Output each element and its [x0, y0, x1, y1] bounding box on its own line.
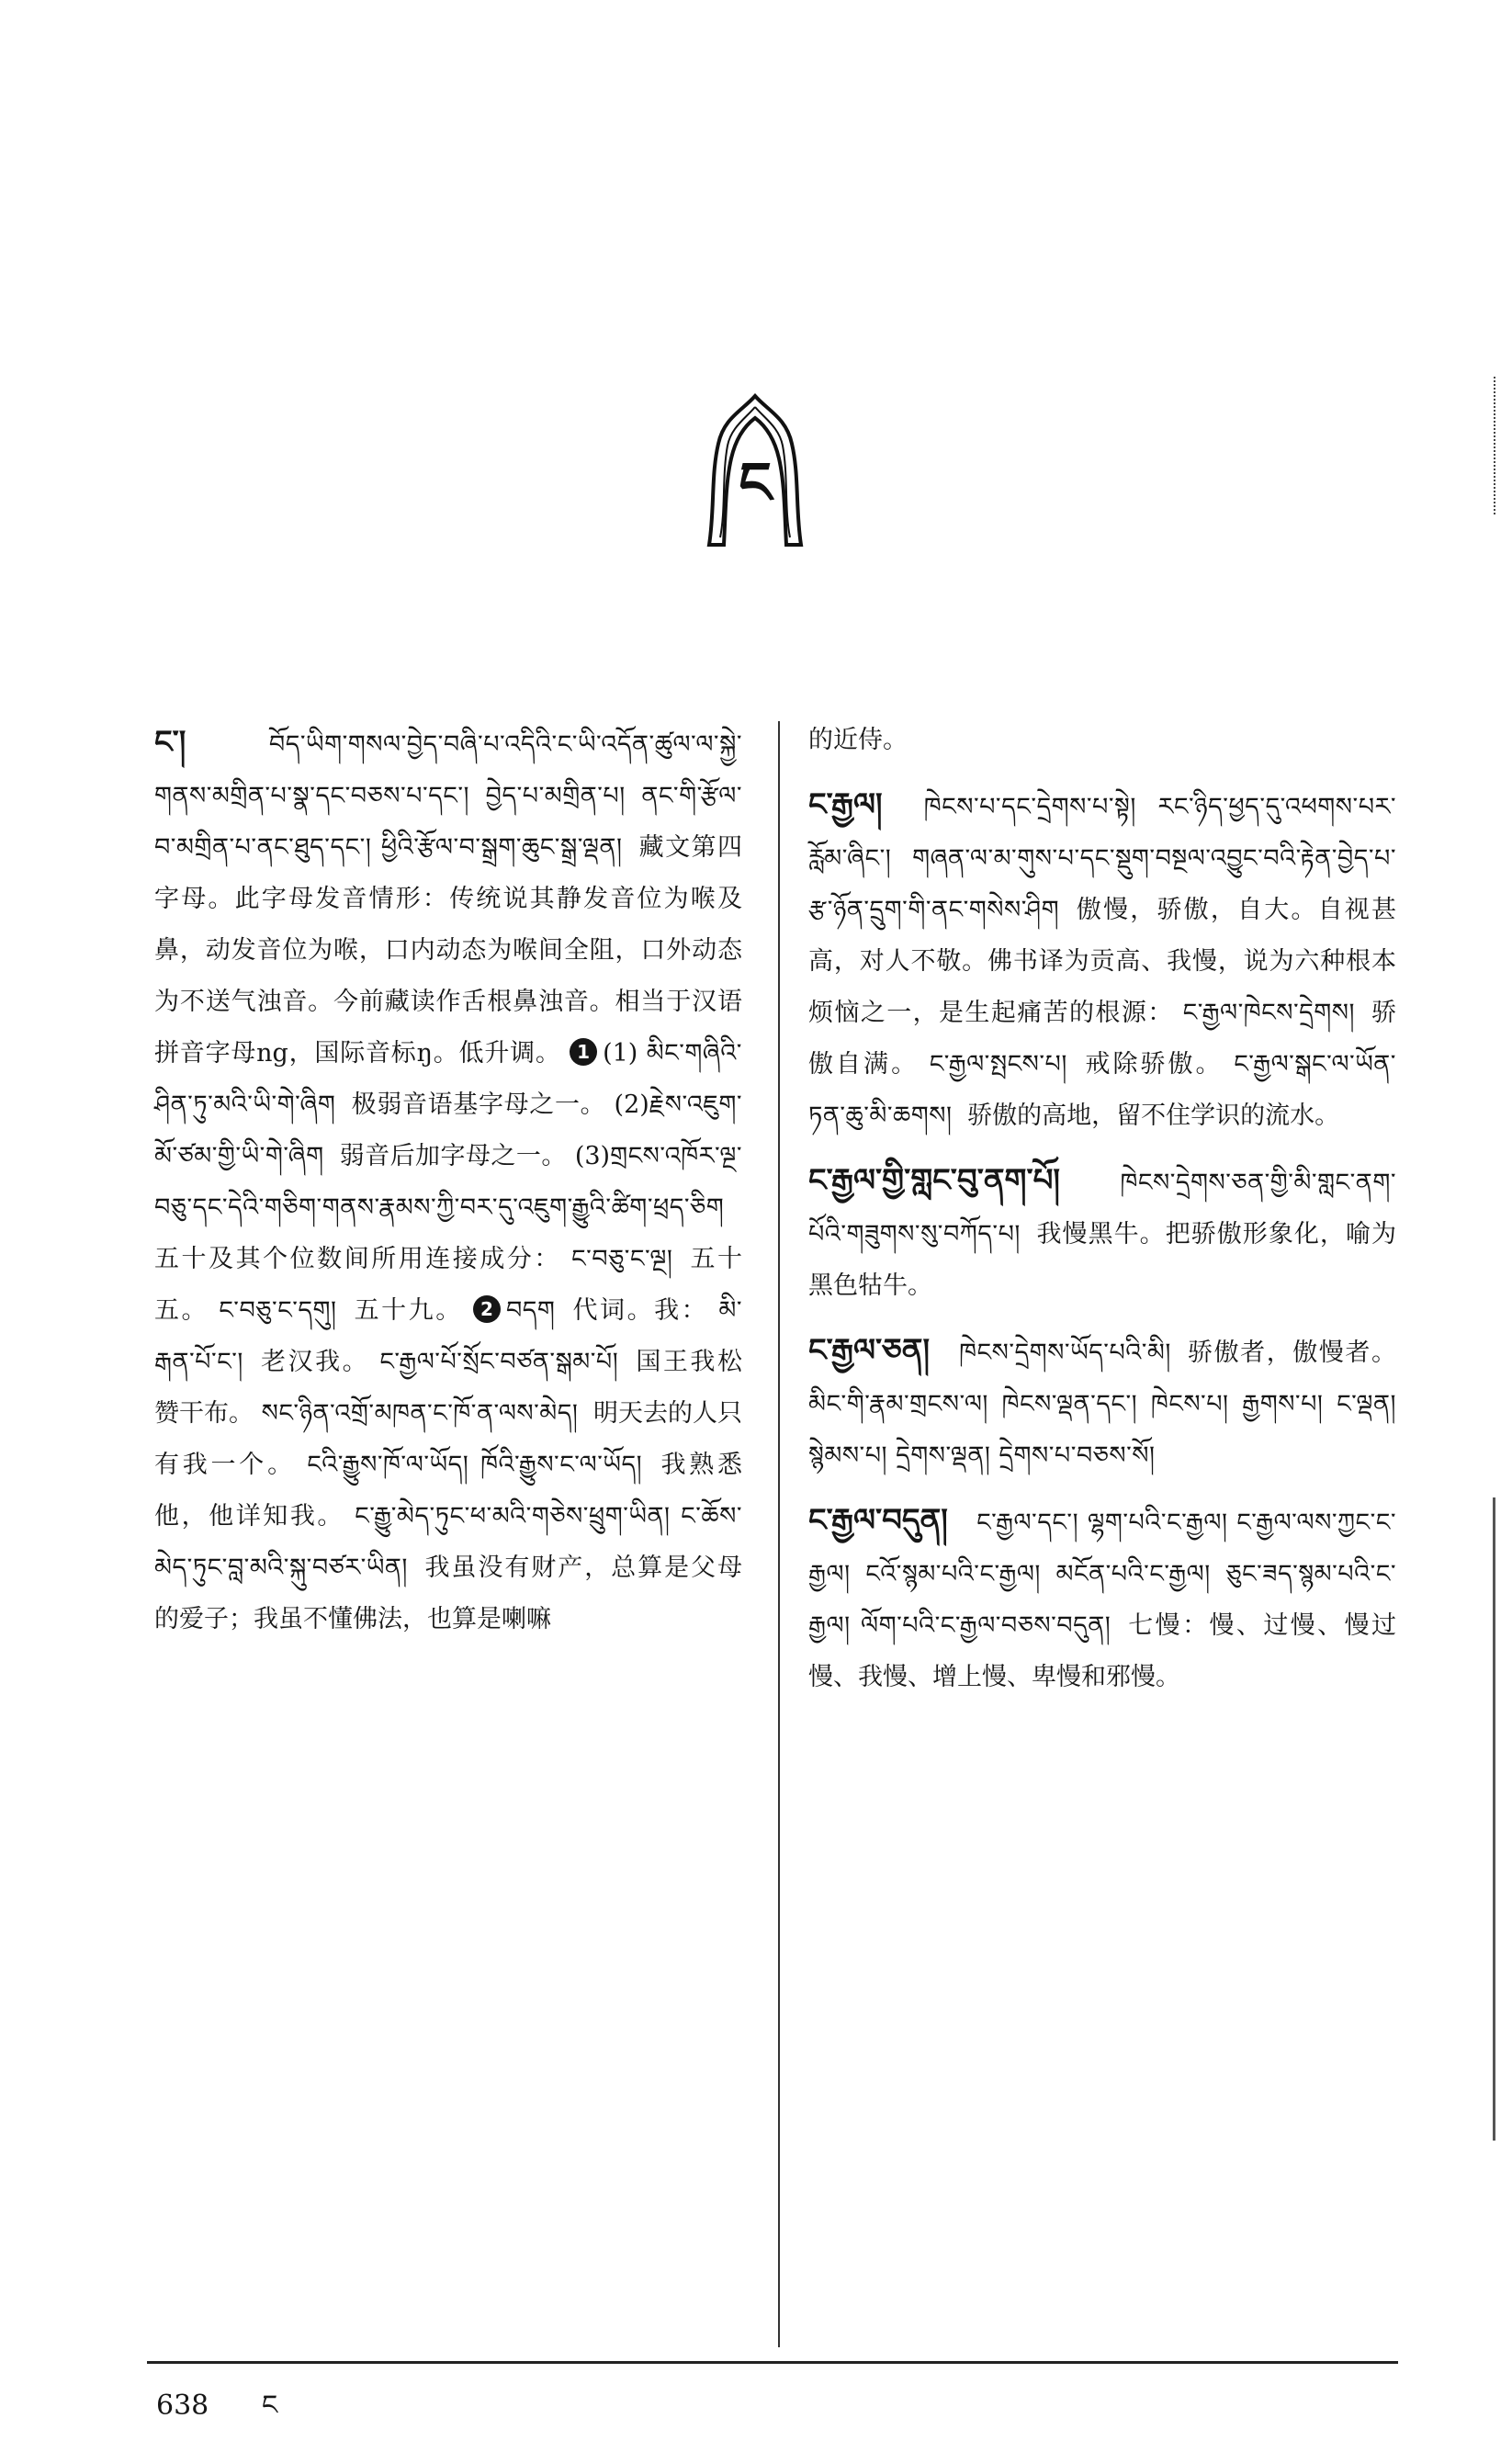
entry-headword: ང་།: [154, 724, 186, 761]
chinese-definition: 我慢黑牛。把骄傲形象化，喻为黑色牯牛。: [808, 1220, 1396, 1300]
example-tibetan: ང་རྒྱལ་པོ་སྲོང་བཙན་སྒམ་པོ།: [379, 1348, 619, 1376]
entry-ngargyal-bdun: [808, 1495, 1396, 1703]
section-letter: ང: [739, 449, 772, 516]
sub-sense-label: (1): [603, 1039, 638, 1068]
tibetan-definition: ང་རྒྱལ་དང་། ལྷག་པའི་ང་རྒྱལ། ང་རྒྱལ་ལས་ཀྱང་ང་རྒྱལ། ངའོ་སྙམ་པའི་ང་རྒྱལ། མངོན་པའི་ང་རྒྱལ། ཅུང་ཟད་སྙམ་པའི་ང་རྒྱལ། ལོག་པའི་ང་རྒྱལ་བཅས་བདུན།: [808, 1508, 1396, 1640]
sub-sense-label: (2): [614, 1090, 649, 1119]
sense-number-marker: 2: [473, 1295, 501, 1323]
tibetan-definition: བདག: [505, 1296, 556, 1325]
example-tibetan: སང་ཉིན་འགྲོ་མཁན་ང་ཁོ་ན་ལས་མེད།: [261, 1399, 579, 1428]
sense-number-marker: 1: [570, 1038, 597, 1066]
example-chinese: 戒除骄傲。: [1085, 1050, 1224, 1079]
chinese-definition: 的近侍。: [808, 726, 908, 754]
example-chinese: 我虽没有财产，总算是父母的爱子；我虽不懂佛法，也算是喇嘛: [154, 1554, 742, 1633]
example-chinese: 国王我松赞干布。: [154, 1348, 742, 1428]
column-divider: [778, 721, 780, 2347]
scan-edge-marks: [1494, 377, 1505, 514]
scan-edge-marks: [1493, 1497, 1505, 2141]
entry-ngargyal-can: [808, 1325, 1396, 1482]
example-chinese: 明天去的人只有我一个。: [154, 1399, 742, 1479]
chinese-definition: 骄傲者，傲慢者。: [1188, 1339, 1396, 1367]
chinese-definition: 五十及其个位数间所用连接成分：: [154, 1245, 561, 1273]
chinese-definition: 藏文第四字母。此字母发音情形：传统说其静发音位为喉及鼻，动发音位为喉，口内动态为喉间全阻，口外动态为不送气浊音。今前藏读作舌根鼻浊音。相当于汉语拼音字母ng，国际音标ŋ。低升调。: [154, 833, 743, 1068]
chinese-definition: 弱音后加字母之一。: [339, 1142, 567, 1170]
example-tibetan: ང་རྒྱལ་སྒང་ལ་ཡོན་ཏན་ཆུ་མི་ཆགས།: [808, 1050, 1396, 1130]
example-chinese: 五十九。: [354, 1296, 463, 1325]
example-chinese: 骄傲的高地，留不住学识的流水。: [967, 1102, 1340, 1130]
entry-headword: ང་རྒྱལ་བདུན།: [808, 1502, 948, 1539]
example-tibetan: ང་རྒྱལ་སྤངས་པ།: [929, 1050, 1067, 1079]
sub-sense-label: (3): [574, 1142, 611, 1170]
example-chinese: 五十五。: [154, 1245, 743, 1325]
running-letter: ང: [261, 2390, 278, 2422]
chinese-definition: 傲慢，骄傲，自大。自视甚高，对人不敬。佛书译为贡高、我慢，说为六种根本烦恼之一，是生起痛苦的根源：: [808, 896, 1396, 1027]
example-chinese: 骄傲自满。: [808, 999, 1397, 1079]
chinese-definition: 极弱音语基字母之一。: [351, 1090, 606, 1119]
chinese-definition: 代词。我：: [572, 1296, 709, 1325]
page-footer: [156, 2375, 277, 2452]
example-chinese: 老汉我。: [261, 1348, 370, 1376]
example-tibetan: ང་རྒྱལ་ཁེངས་དྲེགས།: [1182, 999, 1356, 1027]
tibetan-definition: ཁེངས་དྲེགས་ཡོད་པའི་མི།: [959, 1339, 1171, 1367]
tibetan-definition: ཁེངས་པ་དང་དྲེགས་པ་སྟེ། རང་ཉིད་ཕྱད་དུ་འཕགས་པར་རློམ་ཞིང་། གཞན་ལ་མ་གུས་པ་དང་སྡུག་བསྔལ་འབྱུང་བའི་རྟེན་བྱེད་པ་རྩ་ཉོན་དྲུག་གི་ནང་གསེས་ཤིག: [808, 793, 1396, 924]
chinese-definition: 七慢：慢、过慢、慢过慢、我慢、增上慢、卑慢和邪慢。: [808, 1611, 1396, 1691]
entry-headword: ང་རྒྱལ་ཅན།: [808, 1332, 930, 1369]
section-letter-ornament: [705, 390, 805, 551]
entry-ngargyal: [808, 779, 1396, 1142]
example-tibetan: ང་རྒྱུ་མེད་ཏུང་ཕ་མའི་གཅེས་ཕྲུག་ཡིན། ང་ཆོས་མེད་ཏུང་བླ་མའི་སྐུ་བཙར་ཡིན།: [154, 1502, 742, 1582]
entry-headword: ང་རྒྱལ་གྱི་གླང་བུ་ནག་པོ།: [808, 1162, 1060, 1199]
left-column: [154, 717, 742, 1658]
example-tibetan: ང་བཅུ་ང་ལྔ།: [571, 1245, 673, 1273]
entry-continuation: [808, 715, 1396, 766]
footer-rule: [147, 2361, 1398, 2364]
tibetan-definition: གྲངས་འཁོར་ལྔ་བཅུ་དང་དེའི་གཅིག་གནས་རྣམས་ཀྱི་བར་དུ་འཇུག་རྒྱུའི་ཚིག་ཕྲད་ཅིག: [154, 1142, 742, 1222]
tibetan-definition: བོད་ཡིག་གསལ་བྱེད་བཞི་པ་འདིའི་ང་ཡི་འདོན་ཚུལ་ལ་སྐྱེ་གནས་མགྲིན་པ་སྣ་དང་བཅས་པ་དང་། བྱེད་པ་མགྲིན་པ། ནང་གི་རྩོལ་བ་མགྲིན་པ་ནང་ཐུད་དང་། ཕྱིའི་རྩོལ་བ་སྒྲག་ཆུང་སྒྲ་ལྡན།: [154, 730, 742, 862]
entry-headword: ང་རྒྱལ།: [808, 786, 883, 823]
example-tibetan: མི་རྒན་པོ་ང་།: [154, 1296, 742, 1376]
right-column: [808, 717, 1396, 1716]
tibetan-definition: རྗེས་འཇུག་མོ་ཙམ་གྱི་ཡི་གེ་ཞིག: [154, 1090, 742, 1170]
example-tibetan: ང་བཅུ་ང་དགུ།: [219, 1296, 337, 1325]
example-tibetan: ངའི་རྒྱུས་ཁོ་ལ་ཡོད། ཁོའི་རྒྱུས་ང་ལ་ཡོད།: [307, 1451, 643, 1479]
tibetan-synonyms: མིང་གི་རྣམ་གྲངས་ལ། ཁེངས་ལྡན་དང་། ཁེངས་པ། རྒྱགས་པ། ང་ལྡན། སྙེམས་པ། དྲེགས་ལྡན། དྲེགས་པ་བཅས་སོ།: [808, 1390, 1396, 1470]
example-chinese: 我熟悉他，他详知我。: [154, 1451, 742, 1531]
entry-nga: [154, 717, 742, 1645]
tibetan-definition: ཁེངས་དྲེགས་ཅན་གྱི་མི་གླང་ནག་པོའི་གཟུགས་སུ་བཀོད་པ།: [808, 1169, 1396, 1249]
tibetan-definition: མིང་གཞིའི་ཤིན་ཏུ་མའི་ཡི་གེ་ཞིག: [154, 1039, 742, 1119]
page-number: 638: [156, 2390, 209, 2422]
entry-ngargyal-glangbu: [808, 1155, 1396, 1312]
